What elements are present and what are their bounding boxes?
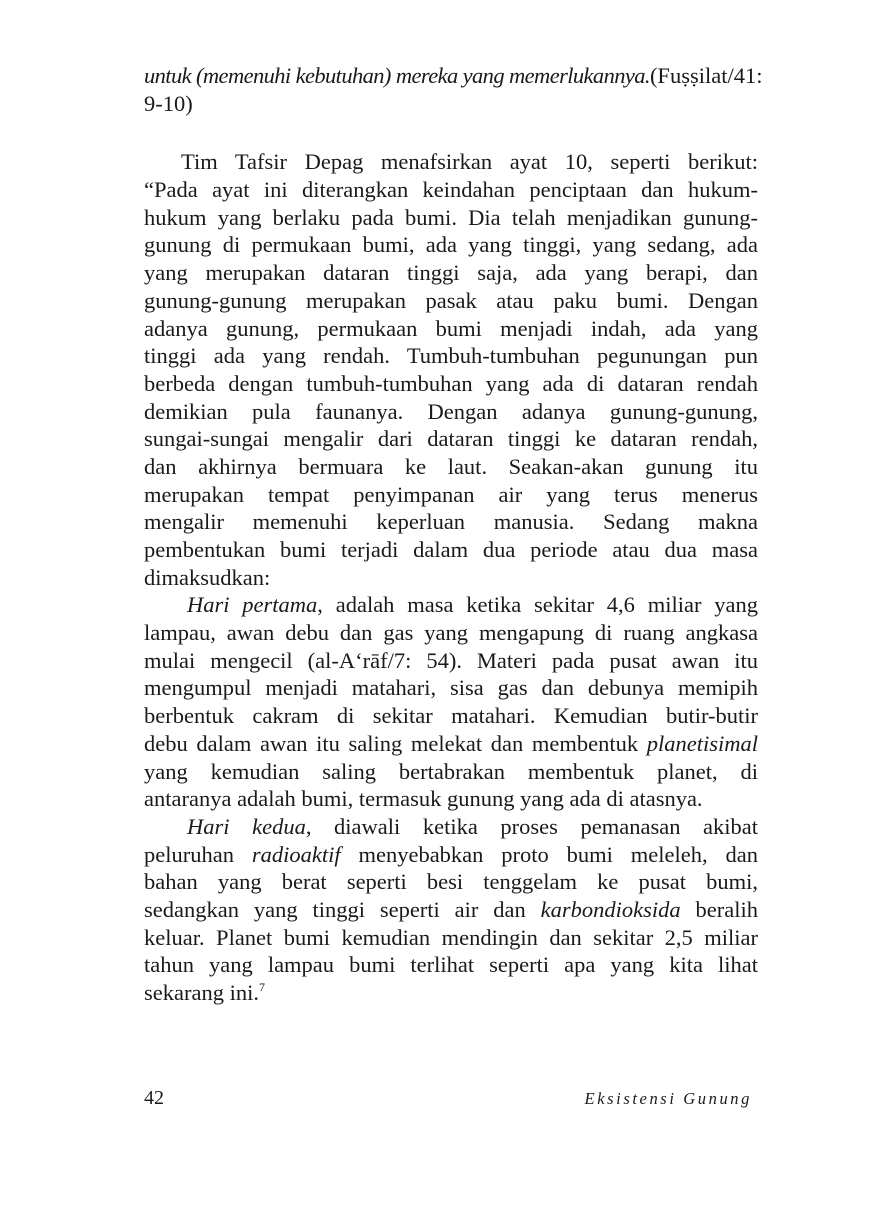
paragraph-line: antaranya adalah bumi, termasuk gunung yang ada di atasnya. bbox=[144, 786, 703, 812]
paragraph-line: yang kemudian saling bertabrakan membentuk planet, di bbox=[144, 758, 758, 784]
paragraph-line: hukum yang berlaku pada bumi. Dia telah menjadikan gunung- bbox=[144, 204, 758, 230]
paragraph-line: merupakan tempat penyimpanan air yang terus menerus bbox=[144, 481, 758, 507]
paragraph-line bbox=[144, 730, 758, 758]
term-hari-kedua: Hari kedua bbox=[187, 813, 306, 839]
paragraph-line bbox=[144, 896, 758, 924]
term-hari-pertama: Hari pertama bbox=[187, 592, 318, 618]
paragraph-gap bbox=[144, 117, 758, 148]
term-radioaktif: radioaktif bbox=[251, 841, 341, 867]
paragraph-line: lampau, awan debu dan gas yang mengapung di ruang angkasa bbox=[144, 620, 758, 646]
paragraph-text: , adalah masa ketika sekitar 4,6 miliar yang bbox=[317, 592, 758, 618]
paragraph-line: dimaksudkan: bbox=[144, 564, 271, 590]
paragraph-line: Tim Tafsir Depag menafsirkan ayat 10, seperti berikut: bbox=[181, 149, 758, 175]
paragraph-text: sedangkan yang tinggi seperti air dan bbox=[144, 896, 541, 922]
paragraph-line: mulai mengecil (al-A‘rāf/7: 54). Materi pada pusat awan itu bbox=[144, 647, 758, 673]
term-planetisimal: planetisimal bbox=[646, 730, 758, 756]
paragraph-line: sungai-sungai mengalir dari dataran tinggi ke dataran rendah, bbox=[144, 426, 758, 452]
paragraph-line bbox=[144, 813, 758, 841]
paragraph-line bbox=[144, 591, 758, 619]
paragraph-line: mengalir memenuhi keperluan manusia. Sedang makna bbox=[144, 509, 758, 535]
quote-reference-verses: 9-10) bbox=[144, 90, 193, 116]
paragraph-line: yang merupakan dataran tinggi saja, ada yang berapi, dan bbox=[144, 260, 758, 286]
quote-line-1 bbox=[144, 62, 763, 90]
paragraph-line: pembentukan bumi terjadi dalam dua periode atau dua masa bbox=[144, 537, 758, 562]
paragraph-text: sekarang ini. bbox=[144, 980, 259, 1005]
quote-translation-italic: untuk (memenuhi kebutuhan) mereka yang memerlukannya. bbox=[144, 63, 650, 88]
paragraph-line: keluar. Planet bumi kemudian mendingin dan sekitar 2,5 miliar bbox=[144, 924, 758, 950]
paragraph-line: tinggi ada yang rendah. Tumbuh-tumbuhan pegunungan pun bbox=[144, 343, 758, 369]
paragraph-line: berbeda dengan tumbuh-tumbuhan yang ada di dataran rendah bbox=[144, 370, 758, 396]
quote-reference: (Fuṣṣilat/41: bbox=[649, 63, 763, 88]
running-title: Eksistensi Gunung bbox=[584, 1089, 752, 1108]
paragraph-line: bahan yang berat seperti besi tenggelam ke pusat bumi, bbox=[144, 869, 758, 895]
page-footer bbox=[144, 1087, 758, 1115]
paragraph-text: , diawali ketika proses pemanasan akibat bbox=[305, 813, 759, 839]
paragraph-text: beralih bbox=[680, 896, 758, 922]
paragraph-hari-pertama bbox=[144, 591, 758, 813]
paragraph-line: dan akhirnya bermuara ke laut. Seakan-akan gunung itu bbox=[144, 453, 758, 479]
paragraph-text: debu dalam awan itu saling melekat dan membentuk bbox=[144, 730, 647, 756]
paragraph-line bbox=[144, 841, 758, 869]
paragraph-line: tahun yang lampau bumi terlihat seperti apa yang kita lihat bbox=[144, 952, 758, 978]
paragraph-hari-kedua bbox=[144, 813, 758, 1007]
paragraph-text: peluruhan bbox=[144, 841, 252, 867]
paragraph-line bbox=[144, 979, 758, 1007]
page-number: 42 bbox=[144, 1087, 164, 1109]
paragraph-line: gunung-gunung merupakan pasak atau paku bumi. Dengan bbox=[144, 287, 758, 313]
footnote-reference[interactable]: 7 bbox=[258, 980, 265, 994]
paragraph-line: berbentuk cakram di sekitar matahari. Kemudian butir-butir bbox=[144, 703, 758, 729]
paragraph-tafsir bbox=[144, 148, 758, 591]
paragraph-text: menyebabkan proto bumi meleleh, dan bbox=[340, 841, 758, 867]
paragraph-line: mengumpul menjadi matahari, sisa gas dan debunya memipih bbox=[144, 675, 758, 701]
paragraph-line: demikian pula faunanya. Dengan adanya gunung-gunung, bbox=[144, 398, 758, 424]
term-karbondioksida: karbondioksida bbox=[540, 896, 681, 922]
quote-line-2 bbox=[144, 90, 758, 118]
page-body bbox=[144, 62, 763, 1007]
paragraph-line: “Pada ayat ini diterangkan keindahan penciptaan dan hukum- bbox=[144, 177, 758, 203]
paragraph-line: gunung di permukaan bumi, ada yang tinggi, yang sedang, ada bbox=[144, 232, 758, 258]
paragraph-line: adanya gunung, permukaan bumi menjadi indah, ada yang bbox=[144, 315, 758, 341]
